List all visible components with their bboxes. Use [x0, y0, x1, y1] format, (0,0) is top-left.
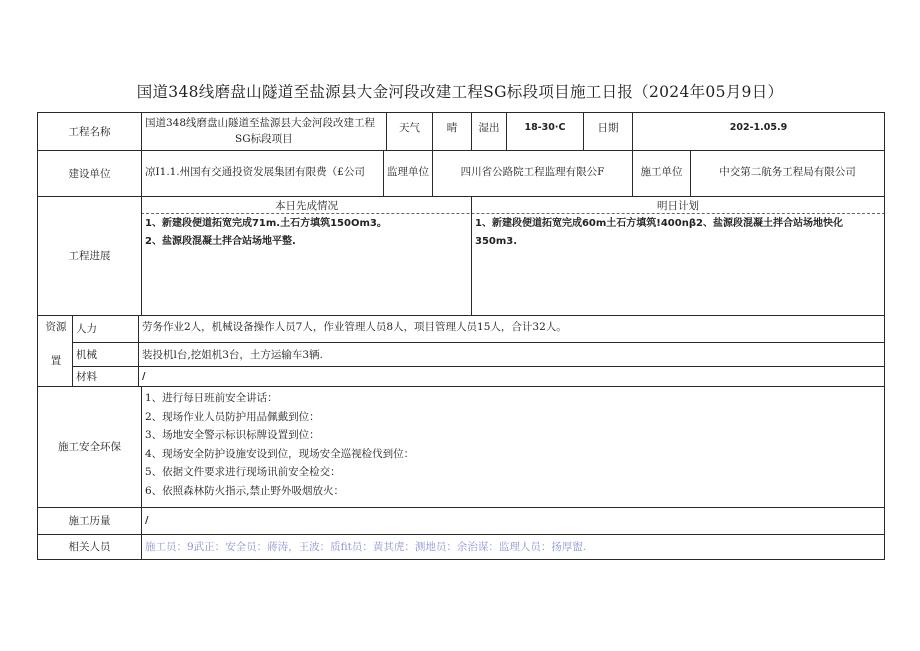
builder-label: 建设单位	[68, 167, 111, 180]
machine-value: 装投机l台,挖姐机3台，土方运输车3辆.	[142, 348, 323, 361]
people-value: 施工员：9武正：安全员：蔣涛，王波：质fit员：黄其虎：测地员：余治谋：监理人员：扬厚盥.	[145, 541, 587, 553]
safety-item: 1、进行每日班前安全讲话：	[145, 392, 278, 404]
resources-label-part1: 资源	[45, 321, 67, 333]
date-value: 202-1.05.9	[729, 122, 788, 133]
grid-line	[884, 112, 885, 560]
safety-item: 6、依照森林防火指示,禁止野外吸烟放火：	[145, 484, 345, 497]
grid-line	[37, 386, 885, 387]
humidity-value: 18-30·C	[524, 122, 566, 133]
builder-value: 凉I1.1.州国有交通投资发展集团有限费（£公司	[145, 166, 365, 178]
labor-label: 人力	[76, 323, 97, 335]
project-name-value	[142, 113, 386, 150]
progress-label: 工程进展	[68, 250, 111, 262]
today-header: 本日先成情况	[275, 199, 338, 212]
today-list	[142, 214, 471, 314]
humidity-label: 湿出	[478, 122, 500, 134]
project-name-line1: 国道348线磨盘山隧道至盐源县大金河段改建工程	[145, 117, 376, 129]
weather-label: 天气	[399, 122, 420, 134]
labor-value: 劳务作业2人，机械设备操作人员7人，作业管理人员8人，项目管理人员15人，合计32人。	[142, 321, 567, 333]
supervisor-value: 四川省公路院工程监理有限公F	[460, 166, 605, 178]
safety-list	[142, 388, 884, 506]
people-label: 相关人员	[68, 541, 111, 553]
project-name-label: 工程名称	[68, 125, 111, 138]
project-name-line2: SG标段项目	[235, 133, 293, 145]
grid-line	[37, 559, 885, 560]
plan-list	[472, 214, 884, 314]
supervisor-label: 监理单位	[387, 166, 429, 178]
safety-item: 5、依据文件要求进行现场讯前安全检交：	[145, 466, 341, 478]
safety-item: 4、现场安全防护设施安设到位，现场安全巡视检伐到位：	[145, 447, 415, 460]
report-title: 国道348线磨盘山隧道至盐源县大金河段改建工程SG标段项目施工日报（2024年05月9日）	[136, 83, 784, 101]
plan-item: 1、新建段便道拓宽完成60m土石方填筑!400nβ2、盐源段混凝土拌合站场地快化	[475, 218, 843, 229]
machine-label: 机械	[76, 348, 97, 361]
contractor-label: 施工单位	[640, 166, 683, 178]
plan-header: 明日计划	[657, 199, 699, 212]
resources-label-part2: 置	[50, 355, 62, 367]
history-value: /	[145, 515, 149, 526]
material-value: /	[142, 370, 146, 382]
safety-label: 施工安全环保	[58, 441, 121, 453]
today-item: 2、盐源段混凝土拌合站场地平整.	[145, 236, 296, 247]
safety-item: 3、场地安全警示标识标牌设置到位：	[145, 429, 320, 441]
contractor-value: 中交第二航务工程局有限公司	[719, 166, 856, 178]
safety-item: 2、现场作业人员防护用品佩戴到位：	[145, 410, 320, 423]
date-label: 日期	[597, 122, 619, 134]
history-label: 施工历量	[68, 515, 111, 527]
weather-value: 晴	[446, 122, 458, 134]
today-item: 1、新建段便道拓宽完成71m.土石方填筑150Om3。	[145, 218, 387, 229]
material-label: 材料	[76, 370, 97, 383]
plan-item: 350m3.	[475, 236, 518, 247]
grid-line	[37, 196, 885, 197]
